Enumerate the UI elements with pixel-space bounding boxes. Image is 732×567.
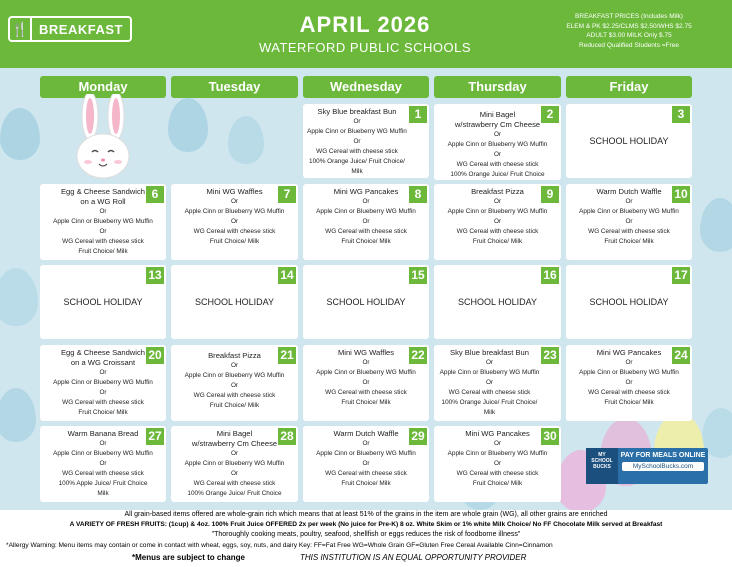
menu-line: Fruit Choice/ Milk <box>604 238 654 245</box>
promo-title: PAY FOR MEALS ONLINE <box>620 452 706 459</box>
day-number: 22 <box>409 347 427 364</box>
menu-line: on a WG Roll <box>80 197 126 206</box>
menu-items <box>305 348 427 408</box>
menu-line: Or <box>493 218 502 225</box>
menu-line: Or <box>493 131 502 138</box>
menu-items <box>173 351 296 411</box>
day-number: 27 <box>146 428 164 445</box>
menu-line: Fruit Choice/ Milk <box>604 399 654 406</box>
menu-items <box>568 187 690 247</box>
menu-line: 100% Orange Juice/ Fruit Choice/ Milk <box>309 158 405 175</box>
menu-line: Or <box>362 359 370 366</box>
holiday-label: SCHOOL HOLIDAY <box>589 136 669 146</box>
menu-line: Or <box>353 138 361 145</box>
menu-line: Apple Cinn or Blueberry WG Muffin <box>439 369 540 376</box>
menu-line: Fruit Choice/ Milk <box>78 409 128 416</box>
menu-line: Warm Banana Bread <box>67 429 139 438</box>
menu-line: Apple Cinn or Blueberry WG Muffin <box>53 450 153 457</box>
menu-items <box>436 187 559 247</box>
day-cell-10 <box>566 184 692 260</box>
menu-line: Mini WG Waffles <box>337 348 395 357</box>
menu-line: Mini WG Pancakes <box>465 429 530 438</box>
menu-line: Apple Cinn or Blueberry WG Muffin <box>316 208 416 215</box>
menu-line: WG Cereal with cheese stick <box>456 161 539 168</box>
easter-egg-decoration <box>168 98 208 152</box>
menu-line: Fruit Choice/ Milk <box>78 248 128 255</box>
easter-egg-decoration <box>0 108 40 160</box>
menu-line: Or <box>493 151 502 158</box>
menu-line: WG Cereal with cheese stick <box>62 238 144 245</box>
promo-site-link[interactable]: MySchoolBucks.com <box>622 462 704 471</box>
day-number: 9 <box>541 186 559 203</box>
menu-line: Or <box>362 198 370 205</box>
easter-egg-decoration <box>700 198 732 252</box>
menu-line: Or <box>230 382 239 389</box>
menu-line: Or <box>230 218 239 225</box>
menu-line: Or <box>99 440 107 447</box>
day-number: 13 <box>146 267 164 284</box>
easter-egg-decoration <box>0 268 38 326</box>
menu-line: WG Cereal with cheese stick <box>325 470 407 477</box>
menu-line: WG Cereal with cheese stick <box>193 480 276 487</box>
menu-line: Or <box>99 389 107 396</box>
day-cell-30 <box>434 426 561 502</box>
menu-items <box>42 187 164 257</box>
price-line: ELEM & PK $2.25/CLMS $2.50/WHS $2.75 <box>566 22 692 30</box>
day-number: 10 <box>672 186 690 203</box>
holiday-label: SCHOOL HOLIDAY <box>326 297 406 307</box>
footer-equal-opportunity: THIS INSTITUTION IS AN EQUAL OPPORTUNITY PROVIDER <box>300 553 527 562</box>
myschoolbucks-promo[interactable] <box>586 448 708 484</box>
menu-line: Apple Cinn or Blueberry WG Muffin <box>316 369 416 376</box>
district-name: WATERFORD PUBLIC SCHOOLS <box>258 40 472 55</box>
menu-items <box>173 187 296 247</box>
menu-line: Milk <box>97 490 109 497</box>
menu-line: 100% Orange Juice/ Fruit Choice/ Milk <box>441 399 538 416</box>
holiday-label: SCHOOL HOLIDAY <box>63 297 143 307</box>
menu-line: Or <box>230 470 239 477</box>
menu-line: Or <box>353 118 361 125</box>
menu-line: Fruit Choice/ Milk <box>341 238 391 245</box>
menu-line: Warm Dutch Waffle <box>333 429 399 438</box>
menu-line: Or <box>485 359 494 366</box>
menu-line: WG Cereal with cheese stick <box>456 228 539 235</box>
menu-items <box>42 348 164 418</box>
bunny-icon <box>68 94 138 182</box>
day-cell-2 <box>434 104 561 180</box>
menu-line: Apple Cinn or Blueberry WG Muffin <box>307 128 407 135</box>
menu-line: w/strawberry Cm Cheese <box>191 439 278 448</box>
day-number: 23 <box>541 347 559 364</box>
day-number: 29 <box>409 428 427 445</box>
menu-line: Or <box>99 369 107 376</box>
menu-line: Fruit Choice/ Milk <box>209 402 260 409</box>
menu-items <box>42 429 164 499</box>
menu-line: Apple Cinn or Blueberry WG Muffin <box>579 208 679 215</box>
menu-line: on a WG Croissant <box>70 358 136 367</box>
month-title: APRIL 2026 <box>299 12 431 37</box>
menu-line: Warm Dutch Waffle <box>596 187 662 196</box>
myschoolbucks-logo: MY SCHOOL BUCKS <box>586 448 618 484</box>
menu-line: Apple Cinn or Blueberry WG Muffin <box>579 369 679 376</box>
menu-line: Or <box>362 218 370 225</box>
menu-items <box>173 429 296 499</box>
day-header-monday: Monday <box>40 76 166 98</box>
day-cell-6 <box>40 184 166 260</box>
menu-line: 100% Apple Juice/ Fruit Choice <box>58 480 148 487</box>
footer-notes <box>0 510 732 567</box>
day-number: 15 <box>409 267 427 284</box>
menu-line: WG Cereal with cheese stick <box>588 389 670 396</box>
menu-line: Fruit Choice/ Milk <box>472 238 523 245</box>
menu-line: Or <box>625 359 633 366</box>
menu-line: Breakfast Pizza <box>471 187 524 196</box>
day-number: 24 <box>672 347 690 364</box>
day-number: 7 <box>278 186 296 203</box>
menu-line: Mini Bagel <box>216 429 253 438</box>
menu-line: WG Cereal with cheese stick <box>588 228 670 235</box>
day-cell-22 <box>303 345 429 421</box>
menu-line: Or <box>362 460 370 467</box>
breakfast-badge-label: BREAKFAST <box>39 21 123 37</box>
footer-fruit-milk-note: A VARIETY OF FRESH FRUITS: (1cup) & 4oz. 100% Fruit Juice OFFERED 2x per week (No juice for Pre-K) 8 oz. White Skim or 1% white Milk Choice/ No FF Chocolate Milk served at Breakfast <box>69 521 663 528</box>
day-cell-17 <box>566 265 692 339</box>
menu-items <box>305 187 427 247</box>
menu-line: Or <box>230 362 239 369</box>
menu-line: Egg & Cheese Sandwich <box>60 187 145 196</box>
header-banner <box>0 0 732 68</box>
menu-line: Or <box>230 450 239 457</box>
menu-line: Or <box>493 198 502 205</box>
menu-line: WG Cereal with cheese stick <box>62 470 144 477</box>
day-number: 20 <box>146 347 164 364</box>
menu-line: WG Cereal with cheese stick <box>193 228 276 235</box>
day-cell-29 <box>303 426 429 502</box>
day-cell-21 <box>171 345 298 421</box>
menu-line: Fruit Choice/ Milk <box>209 238 260 245</box>
menu-line: Mini WG Waffles <box>206 187 263 196</box>
menu-line: w/strawberry Cm Cheese <box>454 120 541 129</box>
price-line: BREAKFAST PRICES (Includes Milk) <box>575 13 683 20</box>
menu-title <box>240 12 490 55</box>
menu-line: Or <box>493 440 502 447</box>
day-cell-24 <box>566 345 692 421</box>
footer-grain-note: All grain-based items offered are whole-grain rich which means that at least 51% of the grains in the item are whole grain (WG), all other grains are enriched <box>124 511 608 518</box>
menu-line: Apple Cinn or Blueberry WG Muffin <box>184 208 285 215</box>
menu-line: WG Cereal with cheese stick <box>456 470 539 477</box>
day-number: 14 <box>278 267 296 284</box>
day-cell-28 <box>171 426 298 502</box>
day-cell-8 <box>303 184 429 260</box>
day-number: 6 <box>146 186 164 203</box>
easter-egg-decoration <box>228 116 264 164</box>
menu-items <box>305 107 427 177</box>
menu-line: Fruit Choice/ Milk <box>472 480 523 487</box>
day-header-tuesday: Tuesday <box>171 76 298 98</box>
menu-line: Apple Cinn or Blueberry WG Muffin <box>447 208 548 215</box>
menu-line: Or <box>99 228 107 235</box>
price-list <box>534 12 724 50</box>
menu-line: Mini WG Pancakes <box>333 187 399 196</box>
menu-items <box>305 429 427 489</box>
menu-line: Or <box>99 208 107 215</box>
menu-items <box>436 348 559 418</box>
holiday-label: SCHOOL HOLIDAY <box>194 297 275 307</box>
menu-line: WG Cereal with cheese stick <box>325 228 407 235</box>
menu-line: 100% Orange Juice/ Fruit Choice <box>450 171 545 178</box>
menu-line: Apple Cinn or Blueberry WG Muffin <box>447 141 548 148</box>
price-line: Reduced Qualified Students =Free <box>579 41 679 49</box>
day-header-friday: Friday <box>566 76 692 98</box>
menu-line: Or <box>493 460 502 467</box>
menu-line: WG Cereal with cheese stick <box>62 399 144 406</box>
day-cell-7 <box>171 184 298 260</box>
footer-subject-to-change: *Menus are subject to change <box>132 553 245 562</box>
menu-line: Or <box>230 198 239 205</box>
footer-food-safety-note: "Thoroughly cooking meats, poultry, seafood, shellfish or eggs reduces the risk of foodborne illness" <box>211 531 521 538</box>
menu-line: Or <box>625 218 633 225</box>
day-cell-14 <box>171 265 298 339</box>
menu-line: Mini Bagel <box>479 110 516 119</box>
day-cell-1 <box>303 104 429 178</box>
day-number: 3 <box>672 106 690 123</box>
menu-line: WG Cereal with cheese stick <box>448 389 531 396</box>
menu-line: Or <box>362 379 370 386</box>
menu-items <box>436 429 559 489</box>
menu-line: Mini WG Pancakes <box>596 348 662 357</box>
menu-line: Or <box>625 379 633 386</box>
menu-line: Or <box>485 379 494 386</box>
menu-line: Breakfast Pizza <box>208 351 261 360</box>
menu-line: Or <box>362 440 370 447</box>
fork-knife-icon: 🍴 <box>10 18 32 40</box>
promo-text <box>618 448 708 484</box>
day-number: 8 <box>409 186 427 203</box>
day-number: 16 <box>541 267 559 284</box>
day-number: 1 <box>409 106 427 123</box>
easter-egg-decoration <box>0 388 36 442</box>
day-cell-3 <box>566 104 692 178</box>
holiday-label: SCHOOL HOLIDAY <box>589 297 669 307</box>
day-cell-23 <box>434 345 561 421</box>
menu-line: Fruit Choice/ Milk <box>341 480 391 487</box>
day-header-wednesday: Wednesday <box>303 76 429 98</box>
menu-line: Apple Cinn or Blueberry WG Muffin <box>316 450 416 457</box>
menu-items <box>568 348 690 408</box>
menu-line: 100% Orange Juice/ Fruit Choice <box>187 490 282 497</box>
menu-line: Sky Blue breakfast Bun <box>450 348 529 357</box>
day-cell-16 <box>434 265 561 339</box>
day-header-thursday: Thursday <box>434 76 561 98</box>
menu-line: Apple Cinn or Blueberry WG Muffin <box>53 379 153 386</box>
menu-line: Fruit Choice/ Milk <box>341 399 391 406</box>
menu-items <box>436 110 559 180</box>
breakfast-badge <box>8 16 132 42</box>
day-cell-27 <box>40 426 166 502</box>
menu-line: Apple Cinn or Blueberry WG Muffin <box>447 450 548 457</box>
price-line: ADULT $3.00 MILK Only $.75 <box>586 32 672 39</box>
menu-line: Apple Cinn or Blueberry WG Muffin <box>184 460 285 467</box>
day-number: 17 <box>672 267 690 284</box>
menu-line: Or <box>99 460 107 467</box>
day-cell-15 <box>303 265 429 339</box>
day-number: 30 <box>541 428 559 445</box>
day-cell-20 <box>40 345 166 421</box>
footer-allergy-key: *Allergy Warning: Menu items may contain or come in contact with wheat, eggs, soy, nuts, and dairy Key: FF=Fat Free WG=Whole Grain GF=Gluten Free Cereal Available Cinn=Cinnamon <box>6 542 553 549</box>
menu-line: WG Cereal with cheese stick <box>325 389 407 396</box>
day-number: 2 <box>541 106 559 123</box>
menu-line: Apple Cinn or Blueberry WG Muffin <box>53 218 153 225</box>
menu-line: WG Cereal with cheese stick <box>193 392 276 399</box>
day-cell-9 <box>434 184 561 260</box>
menu-line: Or <box>625 198 633 205</box>
menu-line: WG Cereal with cheese stick <box>316 148 398 155</box>
holiday-label: SCHOOL HOLIDAY <box>457 297 538 307</box>
day-number: 21 <box>278 347 296 364</box>
menu-line: Sky Blue breakfast Bun <box>317 107 397 116</box>
day-cell-13 <box>40 265 166 339</box>
day-number: 28 <box>278 428 296 445</box>
menu-line: Egg & Cheese Sandwich <box>60 348 145 357</box>
menu-line: Apple Cinn or Blueberry WG Muffin <box>184 372 285 379</box>
